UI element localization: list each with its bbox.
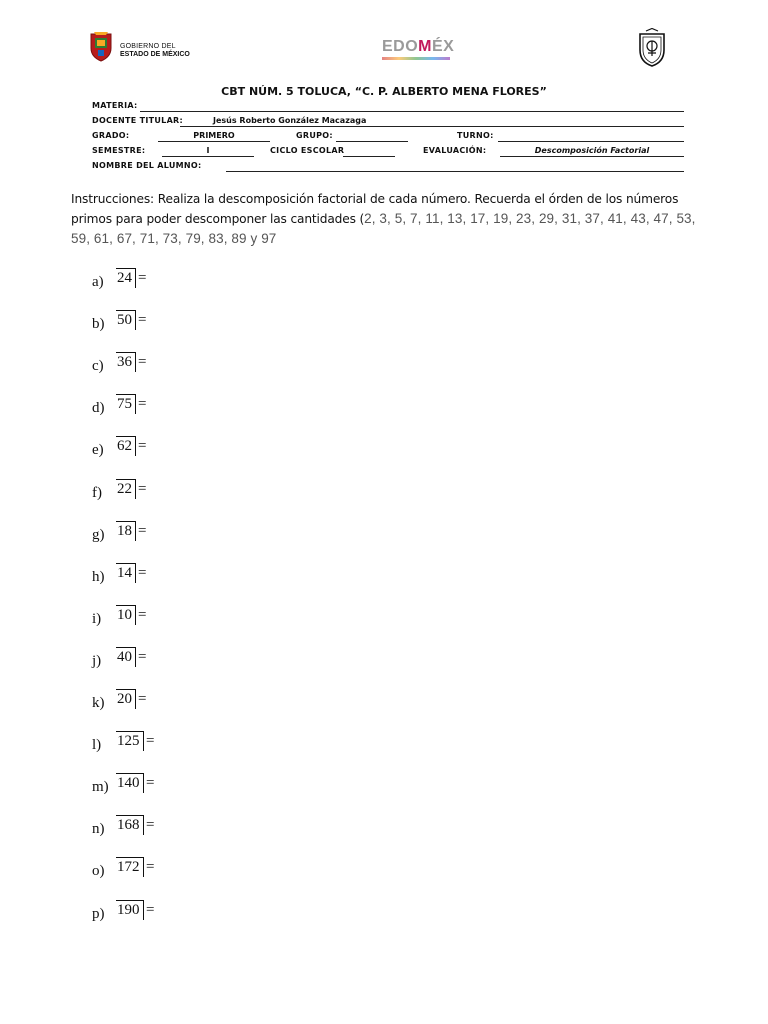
gobierno-logo	[88, 30, 208, 66]
materia-field[interactable]	[140, 111, 684, 112]
exercise-letter: a)	[92, 274, 104, 290]
exercise-letter: l)	[92, 737, 102, 754]
grado-value: PRIMERO	[193, 131, 235, 140]
ciclo-field[interactable]	[343, 156, 395, 157]
instructions	[71, 189, 701, 249]
nombre-field[interactable]	[226, 171, 684, 172]
exercise-number: 14	[116, 563, 136, 583]
grupo-field[interactable]	[336, 141, 408, 142]
exercise-number: 10	[116, 605, 136, 625]
exercise-letter: c)	[92, 358, 104, 375]
exercise-number: 22	[116, 479, 136, 499]
semestre-label: SEMESTRE:	[92, 146, 146, 155]
exercise-equals[interactable]: =	[138, 564, 147, 581]
exercise-number: 50	[116, 310, 136, 330]
state-crest-icon	[88, 30, 114, 62]
school-title: CBT NÚM. 5 TOLUCA, “C. P. ALBERTO MENA FLORES”	[221, 85, 547, 98]
prime-list: 2, 3, 5, 7, 11, 13, 17, 19, 23, 29, 31, 37, 41, 43, 47, 53, 59, 61, 67, 71, 73, 79, 83, 89 y 97	[71, 211, 696, 246]
exercise-equals[interactable]: =	[138, 606, 147, 623]
exercise-letter: e)	[92, 442, 104, 459]
exercise-number: 24	[116, 268, 136, 288]
gobierno-wordmark	[120, 43, 190, 59]
page-header	[0, 0, 768, 80]
exercise-number: 125	[116, 731, 144, 751]
exercise-number: 20	[116, 689, 136, 709]
evaluacion-value: Descomposición Factorial	[534, 146, 650, 155]
edomex-post: ÉX	[432, 38, 455, 55]
exercise-letter: k)	[92, 695, 105, 711]
form-row-nombre	[92, 160, 684, 172]
edomex-accent: M	[418, 38, 432, 55]
exercise-letter: o)	[92, 863, 105, 880]
exercise-equals[interactable]: =	[138, 270, 147, 286]
exercise-letter: d)	[92, 400, 105, 417]
school-seal-icon	[636, 28, 668, 68]
exercise-letter: i)	[92, 610, 102, 627]
exercise-equals[interactable]: =	[138, 396, 147, 413]
exercise-letter: f)	[92, 484, 102, 501]
exercise-letter: p)	[92, 905, 105, 922]
docente-value: Jesús Roberto González Macazaga	[213, 116, 367, 125]
nombre-label: NOMBRE DEL ALUMNO:	[92, 161, 202, 170]
exercise-number: 140	[116, 773, 144, 793]
grado-field[interactable]	[158, 141, 270, 142]
turno-field[interactable]	[498, 141, 684, 142]
exercise-equals[interactable]: =	[146, 859, 155, 876]
exercise-equals[interactable]: =	[138, 648, 147, 665]
form-row-semestre	[92, 145, 684, 157]
exercise-equals[interactable]: =	[138, 480, 147, 497]
exercise-letter: j)	[92, 652, 102, 669]
form-row-grado	[92, 130, 684, 142]
exercise-letter: n)	[92, 821, 105, 838]
evaluacion-field[interactable]	[500, 156, 684, 157]
exercise-equals[interactable]: =	[146, 817, 155, 834]
exercise-number: 36	[116, 352, 136, 372]
docente-field[interactable]	[180, 126, 684, 127]
form-row-materia	[92, 100, 684, 112]
docente-label: DOCENTE TITULAR:	[92, 116, 184, 125]
exercise-letter: g)	[92, 526, 105, 543]
exercise-equals[interactable]: =	[138, 354, 147, 371]
exercise-number: 172	[116, 857, 144, 877]
gobierno-line2: ESTADO DE MÉXICO	[120, 51, 190, 58]
exercise-number: 75	[116, 394, 136, 414]
edomex-wordmark	[382, 38, 462, 56]
exercise-number: 168	[116, 815, 144, 835]
exercise-number: 40	[116, 647, 136, 667]
edomex-pre: EDO	[382, 38, 419, 55]
ciclo-label: CICLO ESCOLAR	[270, 146, 345, 155]
instructions-lead: Instrucciones: Realiza la descomposición factorial de cada número. Recuerda el órden de los números primos para poder descomponer las cantidades (	[71, 192, 679, 226]
exercise-letter: m)	[92, 779, 109, 796]
evaluacion-label: EVALUACIÓN:	[423, 146, 487, 155]
gobierno-line1: GOBIERNO DEL	[120, 43, 176, 50]
edomex-logo	[382, 38, 462, 64]
grupo-label: GRUPO:	[296, 131, 333, 140]
exercise-number: 190	[116, 900, 144, 920]
exercise-equals[interactable]: =	[146, 775, 155, 792]
grado-label: GRADO:	[92, 131, 130, 140]
exercise-equals[interactable]: =	[146, 733, 155, 750]
exercise-number: 62	[116, 436, 136, 456]
semestre-value: I	[206, 146, 210, 155]
edomex-tagline-bar	[382, 57, 450, 60]
exercise-equals[interactable]: =	[146, 901, 155, 918]
exercise-equals[interactable]: =	[138, 522, 147, 539]
exercise-letter: b)	[92, 316, 105, 333]
form-row-docente	[92, 115, 684, 127]
exercise-equals[interactable]: =	[138, 438, 147, 455]
semestre-field[interactable]	[162, 156, 254, 157]
exercise-equals[interactable]: =	[138, 691, 147, 707]
exercise-letter: h)	[92, 568, 105, 585]
exercise-number: 18	[116, 521, 136, 541]
turno-label: TURNO:	[457, 131, 494, 140]
materia-label: MATERIA:	[92, 101, 138, 110]
exercise-equals[interactable]: =	[138, 312, 147, 329]
